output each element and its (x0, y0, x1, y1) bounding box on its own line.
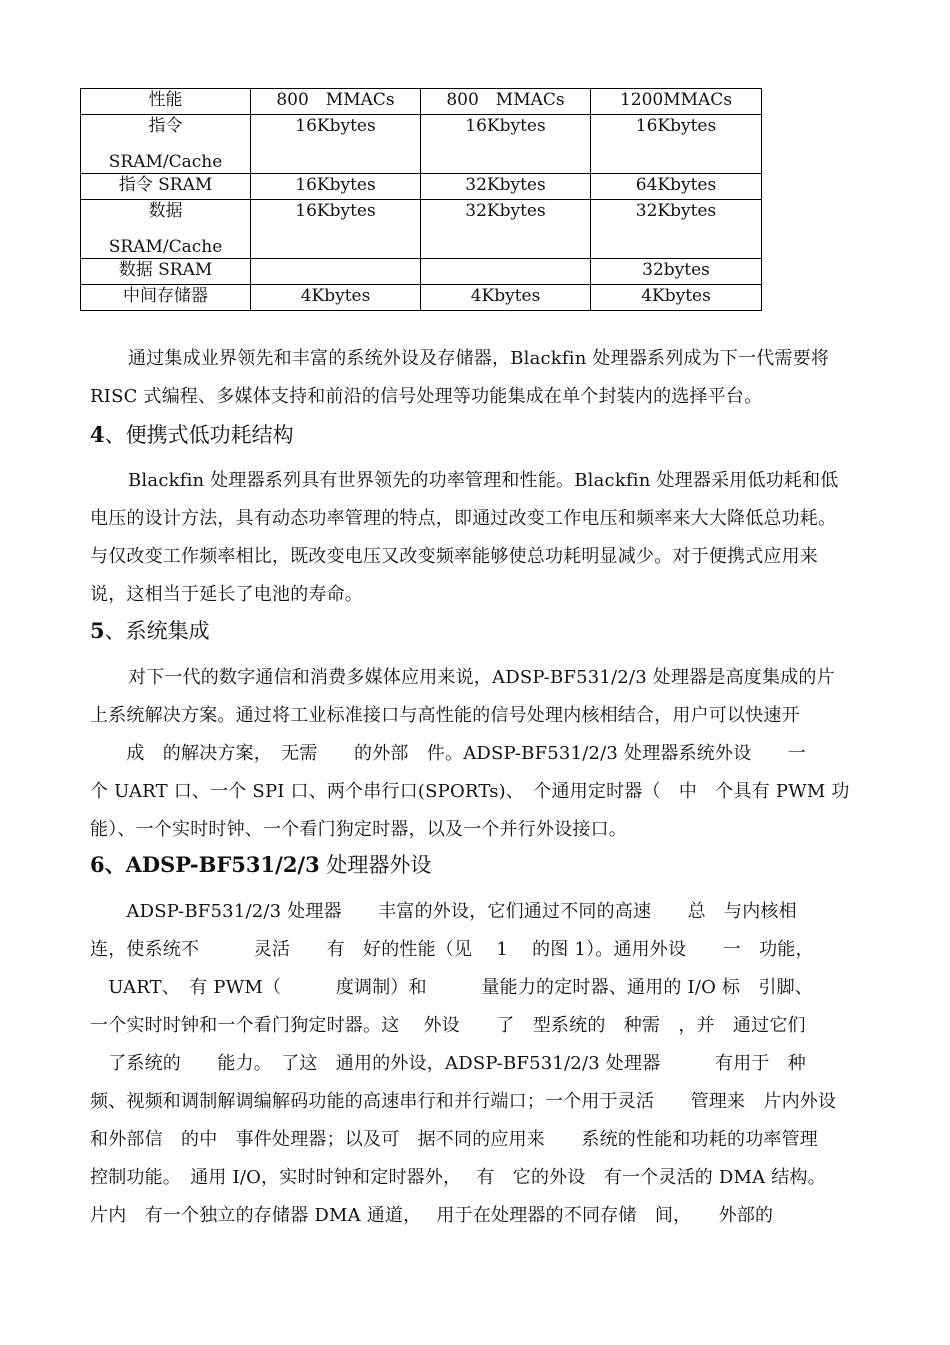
heading-number: 6 (90, 852, 105, 877)
table-cell: 16Kbytes (251, 174, 421, 200)
text-line: 能）、一个实时时钟、一个看门狗定时器，以及一个并行外设接口。 (90, 819, 627, 840)
text-line: ADSP-BF531/2/3 处理器 丰富的外设，它们通过不同的高速 总 与内核相 (90, 901, 797, 922)
table-row (81, 200, 762, 259)
row-label (81, 115, 251, 174)
paragraph-low-power (90, 462, 870, 614)
paragraph-peripherals (90, 893, 870, 1235)
table-row (81, 89, 762, 115)
table-cell: 4Kbytes (421, 285, 591, 311)
table-row (81, 115, 762, 174)
table-row (81, 285, 762, 311)
text-line: 上系统解决方案。通过将工业标准接口与高性能的信号处理内核相结合，用户可以快速开 (90, 705, 800, 726)
table-cell (421, 259, 591, 285)
text-line: RISC 式编程、多媒体支持和前沿的信号处理等功能集成在单个封装内的选择平台。 (90, 386, 763, 407)
text-line: 一个实时时钟和一个看门狗定时器。这 外设 了 型系统的 种需 ，并 通过它们 (90, 1015, 806, 1036)
text-line: 连，使系统不 灵活 有 好的性能（见 1 的图 1）。通用外设 一 功能， (90, 939, 814, 960)
text-line: 个 UART 口、一个 SPI 口、两个串行口(SPORTs)、 个通用定时器（ 中 个具有 PWM 功 (90, 781, 850, 802)
table-cell: 16Kbytes (251, 200, 421, 259)
heading-number: 4 (90, 422, 105, 447)
heading-title-bold: 、ADSP-BF531/2/3 (104, 852, 320, 877)
table-cell: 32Kbytes (421, 200, 591, 259)
row-label-line: SRAM/Cache (108, 237, 223, 257)
table-cell: 4Kbytes (591, 285, 762, 311)
text-line: 与仅改变工作频率相比，既改变电压又改变频率能够使总功耗明显减少。对于便携式应用来 (90, 546, 818, 567)
heading-number: 5 (90, 618, 105, 643)
row-label-line: 指令 (148, 116, 183, 136)
table-cell: 32Kbytes (591, 200, 762, 259)
row-label: 指令 SRAM (81, 174, 251, 200)
text-line: 说，这相当于延长了电池的寿命。 (90, 584, 363, 605)
table-cell: 32bytes (591, 259, 762, 285)
table-cell: 16Kbytes (251, 115, 421, 174)
text-line: 控制功能。 通用 I/O，实时时钟和定时器外， 有 它的外设 有一个灵活的 DMA 结构。 (90, 1167, 826, 1188)
table-cell: 4Kbytes (251, 285, 421, 311)
row-label-line: 数据 (148, 201, 183, 221)
row-label: 中间存储器 (81, 285, 251, 311)
text-line: UART、 有 PWM（ 度调制）和 量能力的定时器、通用的 I/O 标 引脚、 (90, 977, 813, 998)
section-heading-4 (90, 420, 294, 450)
text-line: 了系统的 能力。 了这 通用的外设，ADSP-BF531/2/3 处理器 有用于 种 (90, 1053, 806, 1074)
section-heading-5 (90, 616, 210, 646)
text-line: Blackfin 处理器系列具有世界领先的功率管理和性能。Blackfin 处理器采用低功耗和低 (128, 470, 839, 491)
text-line: 片内 有一个独立的存储器 DMA 通道， 用于在处理器的不同存储 间， 外部的 (90, 1205, 774, 1226)
processor-spec-table (80, 88, 762, 311)
paragraph-integration-summary (90, 340, 870, 416)
table-cell: 16Kbytes (421, 115, 591, 174)
table-cell: 800 MMACs (251, 89, 421, 115)
row-label (81, 200, 251, 259)
table-cell: 16Kbytes (591, 115, 762, 174)
row-label: 数据 SRAM (81, 259, 251, 285)
table-row (81, 174, 762, 200)
row-label-line: SRAM/Cache (108, 152, 223, 172)
table-cell: 800 MMACs (421, 89, 591, 115)
heading-title: 处理器外设 (319, 853, 432, 877)
table-row (81, 259, 762, 285)
text-line: 频、视频和调制解调编解码功能的高速串行和并行端口；一个用于灵活 管理来 片内外设 (90, 1091, 837, 1112)
table-cell: 32Kbytes (421, 174, 591, 200)
text-line: 对下一代的数字通信和消费多媒体应用来说，ADSP-BF531/2/3 处理器是高度集成的片 (128, 667, 835, 688)
table-cell (251, 259, 421, 285)
row-label: 性能 (81, 89, 251, 115)
table-cell: 64Kbytes (591, 174, 762, 200)
section-heading-6 (90, 850, 431, 880)
text-line: 成 的解决方案， 无需 的外部 件。ADSP-BF531/2/3 处理器系统外设 一 (90, 743, 806, 764)
text-line: 和外部信 的中 事件处理器；以及可 据不同的应用来 系统的性能和功耗的功率管理 (90, 1129, 818, 1150)
heading-title: 、系统集成 (104, 619, 210, 643)
paragraph-system-integration (90, 659, 870, 849)
table-cell: 1200MMACs (591, 89, 762, 115)
text-line: 电压的设计方法，具有动态功率管理的特点，即通过改变工作电压和频率来大大降低总功耗。 (90, 508, 837, 529)
text-line: 通过集成业界领先和丰富的系统外设及存储器，Blackfin 处理器系列成为下一代需要将 (128, 348, 830, 369)
heading-title: 、便携式低功耗结构 (104, 423, 294, 447)
